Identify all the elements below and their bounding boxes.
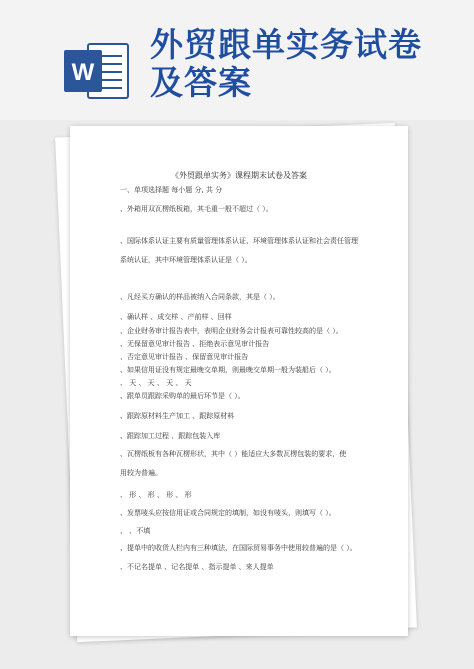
option-line: 、跟踪原材料生产加工 、跟踪原材料 bbox=[120, 412, 235, 420]
word-document-icon bbox=[62, 40, 132, 102]
word-letter: W bbox=[71, 59, 95, 86]
option-line: 、 形 、 形 、 形 、 形 bbox=[120, 491, 192, 499]
exam-paper bbox=[70, 126, 408, 636]
option-line: 、确认样 、成交样 、产前样 、回样 bbox=[120, 313, 232, 321]
question-line: 用较为普遍。 bbox=[120, 469, 162, 477]
document-title bbox=[150, 26, 450, 102]
question-line: 、提单中的收货人栏内有三种填法，在国际贸易事务中使用较普遍的是（ ）。 bbox=[120, 544, 357, 552]
option-line: 、 、不填 bbox=[120, 527, 151, 535]
question-line: 、国际体系认证主要有质量管理体系认证、环境管理体系认证和社会责任管理 bbox=[120, 237, 358, 245]
option-line: 、跟踪加工过程 、跟踪包装入库 bbox=[120, 432, 221, 440]
question-line: 、如果信用证没有规定最晚交单期，则最晚交单期一般为装船后（ ）。 bbox=[120, 366, 336, 374]
title-line-2: 及答案 bbox=[150, 63, 252, 102]
question-line: 、发票唛头应按信用证或合同规定的填制，如没有唛头，则填写（ ）。 bbox=[120, 509, 336, 517]
question-line: 、企业财务审计报告表中，表明企业财务会计报表可靠性较高的是（ ）。 bbox=[120, 327, 343, 335]
question-line: 、跟单员跟踪采购单的最后环节是（ ）。 bbox=[120, 392, 245, 400]
option-line: 、 天 、 天 、 天 、 天 bbox=[120, 379, 192, 387]
option-line: 、无保留意见审计报告 、拒绝表示意见审计报告 bbox=[120, 340, 270, 348]
question-line: 系统认证，其中环境管理体系认证是（ ）。 bbox=[120, 256, 252, 264]
question-line: 、外箱用双瓦楞纸板箱，其毛重一般不超过（ ）。 bbox=[120, 205, 273, 213]
paper-title: 《外贸跟单实务》课程期末试卷及答案 bbox=[171, 171, 307, 180]
section-heading: 一、单项选择题 每小题 分, 共 分 bbox=[120, 186, 223, 194]
option-line: 、不记名提单 、记名提单 、指示提单 、来人提单 bbox=[120, 563, 274, 571]
header-banner bbox=[0, 0, 474, 120]
question-line: 、凡经买方确认的样品被纳入合同条款，其是（ ）。 bbox=[120, 293, 280, 301]
option-line: 、否定意见审计报告 、保留意见审计报告 bbox=[120, 353, 249, 361]
title-line-1: 外贸跟单实务试卷 bbox=[150, 25, 422, 64]
question-line: 、瓦楞纸板有各种瓦楞形状，其中（ ）能适应大多数瓦楞包装的要求，使 bbox=[120, 450, 347, 458]
